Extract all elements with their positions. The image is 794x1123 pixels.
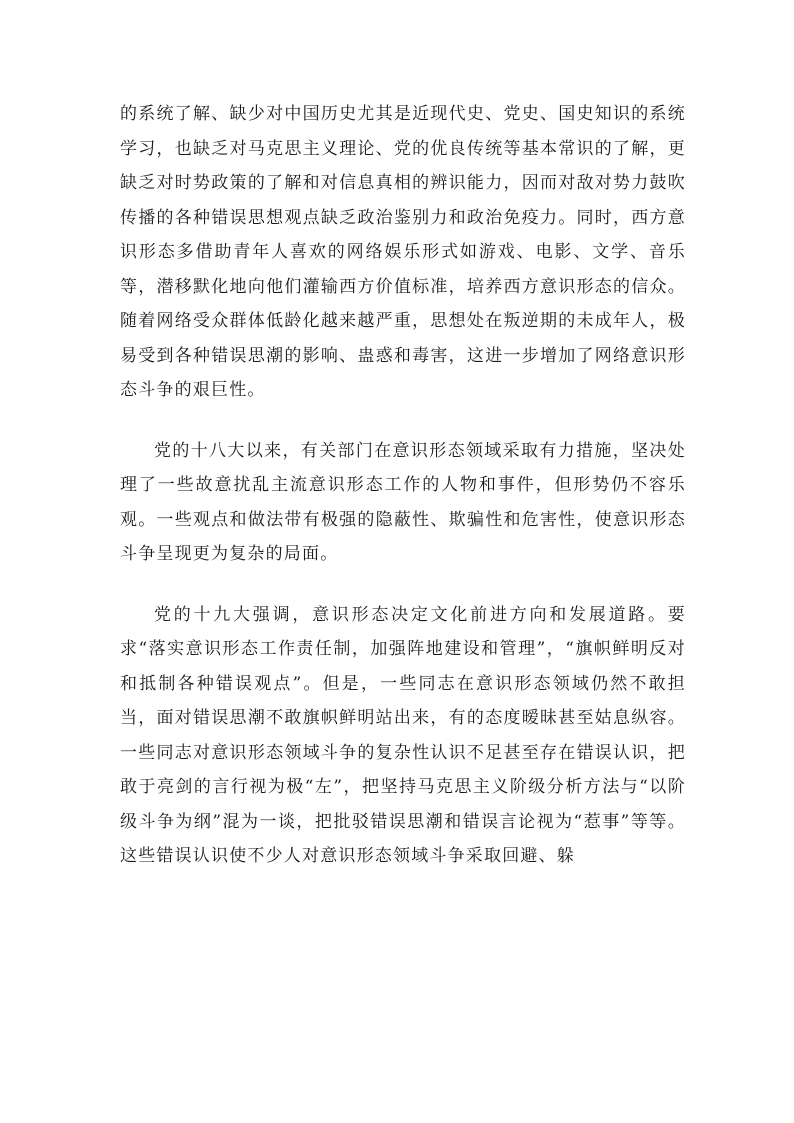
document-body — [120, 97, 686, 900]
paragraph-eighteenth-congress: 党的十八大以来，有关部门在意识形态领域采取有力措施，坚决处理了一些故意扰乱主流意识形态工作的人物和事件，但形势仍不容乐观。一些观点和做法带有极强的隐蔽性、欺骗性和危害性，使意识形态斗争呈现更为复杂的局面。 — [120, 440, 686, 564]
paragraph-nineteenth-congress: 党的十九大强调，意识形态决定文化前进方向和发展道路。要求“落实意识形态工作责任制，加强阵地建设和管理”，“旗帜鲜明反对和抵制各种错误观点”。但是，一些同志在意识形态领域仍然不敢担当，面对错误思潮不敢旗帜鲜明站出来，有的态度暧昧甚至姑息纵容。一些同志对意识形态领域斗争的复杂性认识不足甚至存在错误认识，把敢于亮剑的言行视为极“左”，把坚持马克思主义阶级分析方法与“以阶级斗争为纲”混为一谈，把批驳错误思潮和错误言论视为“惹事”等等。这些错误认识使不少人对意识形态领域斗争采取回避、躲 — [120, 604, 686, 866]
paragraph-continued: 的系统了解、缺少对中国历史尤其是近现代史、党史、国史知识的系统学习，也缺乏对马克思主义理论、党的优良传统等基本常识的了解，更缺乏对时势政策的了解和对信息真相的辨识能力，因而对敌对势力鼓吹传播的各种错误思想观点缺乏政治鉴别力和政治免疫力。同时，西方意识形态多借助青年人喜欢的网络娱乐形式如游戏、电影、文学、音乐等，潜移默化地向他们灌输西方价值标准，培养西方意识形态的信众。随着网络受众群体低龄化越来越严重，思想处在叛逆期的未成年人，极易受到各种错误思潮的影响、蛊惑和毒害，这进一步增加了网络意识形态斗争的艰巨性。 — [120, 104, 686, 400]
